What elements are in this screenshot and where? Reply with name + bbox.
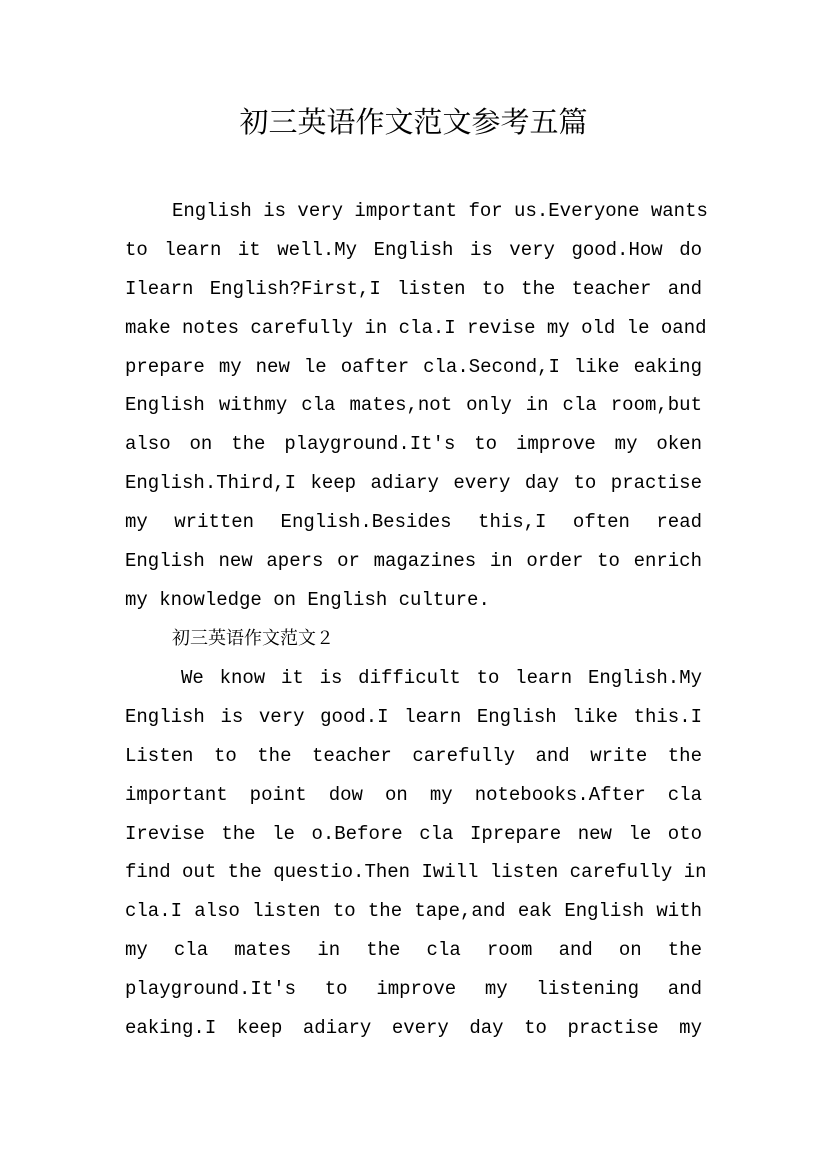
paragraph-line: We know it is difficult to learn English.My [181, 667, 702, 689]
paragraph-line: English is very good.I learn English like this.I [125, 705, 702, 728]
paragraph-line: prepare my new le oafter cla.Second,I like eaking [125, 355, 702, 378]
paragraph-line: Irevise the le o.Before cla Iprepare new le oto [125, 822, 702, 845]
paragraph-line: important point dow on my notebooks.After cla [125, 783, 702, 806]
paragraph-line: eaking.I keep adiary every day to practise my [125, 1017, 702, 1040]
paragraph-line: my cla mates in the cla room and on the [125, 939, 702, 962]
paragraph-1 [125, 192, 708, 620]
paragraph-line: also on the playground.It's to improve my oken [125, 433, 702, 456]
paragraph-line: English withmy cla mates,not only in cla room,but [125, 394, 702, 417]
paragraph-line: English new apers or magazines in order to enrich [125, 550, 702, 573]
paragraph-line: find out the questio.Then Iwill listen carefully in [125, 861, 707, 884]
paragraph-line: to learn it well.My English is very good.How do [125, 238, 702, 261]
paragraph-line: cla.I also listen to the tape,and eak English with [125, 900, 702, 923]
paragraph-line: English.Third,I keep adiary every day to practise [125, 472, 702, 495]
paragraph-line: playground.It's to improve my listening and [125, 978, 702, 1001]
section-heading-2: 初三英语作文范文２ [172, 628, 334, 649]
paragraph-line: my knowledge on English culture. [125, 588, 490, 611]
paragraph-line: Listen to the teacher carefully and write the [125, 744, 702, 767]
paragraph-2 [125, 659, 707, 1048]
paragraph-line: Ilearn English?First,I listen to the teacher and [125, 277, 702, 300]
paragraph-line: English is very important for us.Everyone wants [172, 200, 708, 222]
paragraph-line: make notes carefully in cla.I revise my old le oand [125, 316, 707, 339]
paragraph-line: my written English.Besides this,I often read [125, 511, 702, 534]
document-title: 初三英语作文范文参考五篇 [239, 105, 588, 139]
